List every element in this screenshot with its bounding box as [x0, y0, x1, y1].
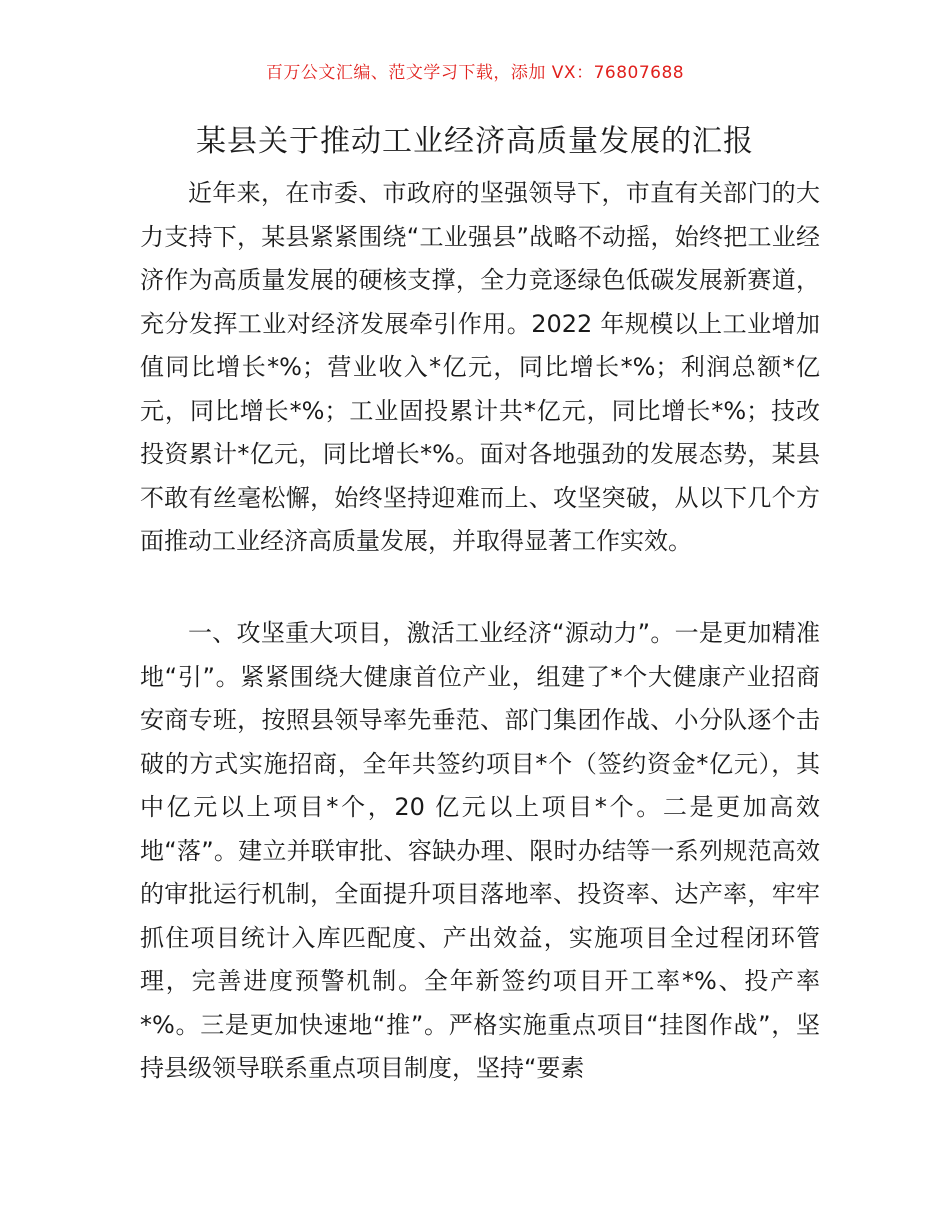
document-title: 某县关于推动工业经济高质量发展的汇报 — [196, 124, 754, 159]
paragraph-intro: 近年来，在市委、市政府的坚强领导下，市直有关部门的大力支持下，某县紧紧围绕“工业强县”战略不动摇，始终把工业经济作为高质量发展的硬核支撑，全力竞逐绿色低碳发展新赛道，充分发挥工业对经济发展牵引作用。2022 年规模以上工业增加值同比增长*%；营业收入*亿元，同比增长*%；利润总额*亿元，同比增长*%；工业固投累计共*亿元，同比增长*%；技改投资累计*亿元，同比增长*%。面对各地强劲的发展态势，某县不敢有丝毫松懈，始终坚持迎难而上、攻坚突破，从以下几个方面推动工业经济高质量发展，并取得显著工作实效。 — [140, 179, 820, 555]
header-watermark-note: 百万公文汇编、范文学习下载，添加 VX：76807688 — [265, 63, 685, 83]
paragraph-section-one: 一、攻坚重大项目，激活工业经济“源动力”。一是更加精准地“引”。紧紧围绕大健康首位产业，组建了*个大健康产业招商安商专班，按照县领导率先垂范、部门集团作战、小分队逐个击破的方式实施招商，全年共签约项目*个（签约资金*亿元），其中亿元以上项目*个，20 亿元以上项目*个。二是更加高效地“落”。建立并联审批、容缺办理、限时办结等一系列规范高效的审批运行机制，全面提升项目落地率、投资率、达产率，牢牢抓住项目统计入库匹配度、产出效益，实施项目全过程闭环管理，完善进度预警机制。全年新签约项目开工率*%、投产率*%。三是更加快速地“推”。严格实施重点项目“挂图作战”，坚持县级领导联系重点项目制度，坚持“要素 — [140, 619, 820, 1082]
